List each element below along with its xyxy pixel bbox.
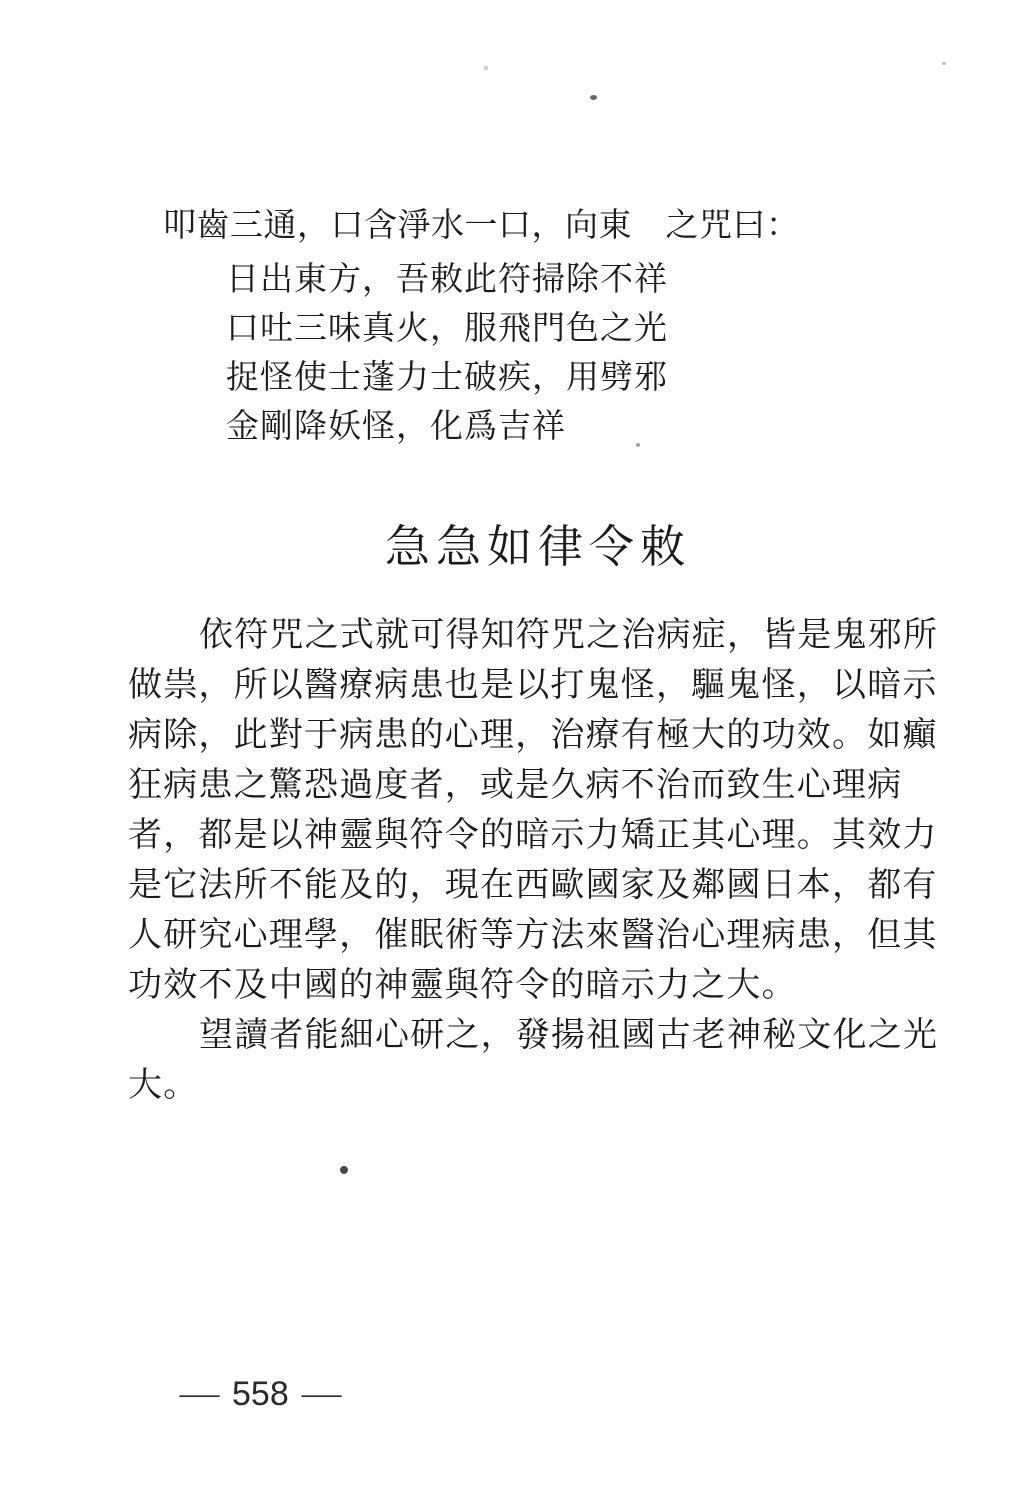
scan-speck bbox=[340, 1166, 348, 1174]
paragraph-line: 大。 bbox=[128, 1067, 199, 1104]
verse-line: 捉怪使士蓬力士破疾，用劈邪 bbox=[226, 360, 668, 396]
paragraph-line: 狂病患之驚恐過度者，或是久病不治而致生心理病 bbox=[128, 767, 903, 804]
page-number: 558 bbox=[232, 1375, 289, 1413]
paragraph-line: 功效不及中國的神靈與符令的暗示力之大。 bbox=[128, 967, 797, 1004]
paragraph-line: 者，都是以神靈與符令的暗示力矯正其心理。其效力 bbox=[128, 817, 938, 854]
section-heading: 急急如律令敕 bbox=[384, 522, 691, 572]
paragraph-line: 望讀者能細心研之，發揚祖國古老神秘文化之光 bbox=[199, 1017, 939, 1054]
scan-speck bbox=[590, 95, 597, 100]
verse-line: 金剛降妖怪，化爲吉祥 bbox=[226, 409, 566, 445]
page-footer bbox=[179, 1375, 342, 1414]
paragraph-line: 做祟，所以醫療病患也是以打鬼怪，驅鬼怪，以暗示 bbox=[128, 667, 938, 704]
paragraph-line: 是它法所不能及的，現在西歐國家及鄰國日本，都有 bbox=[128, 867, 938, 904]
scan-speck bbox=[484, 66, 488, 70]
paragraph-line: 病除，此對于病患的心理，治療有極大的功效。如癲 bbox=[128, 717, 938, 754]
scan-speck bbox=[942, 62, 946, 65]
footer-dash-right: — bbox=[301, 1376, 342, 1412]
verse-line: 日出東方，吾敕此符掃除不祥 bbox=[226, 262, 668, 298]
scan-speck bbox=[636, 443, 640, 447]
paragraph-line: 依符咒之式就可得知符咒之治病症，皆是鬼邪所 bbox=[199, 617, 939, 654]
incantation-verses bbox=[226, 256, 668, 452]
body-text bbox=[128, 611, 938, 1111]
verse-line: 口吐三味真火，服飛門色之光 bbox=[226, 311, 668, 347]
footer-dash-left: — bbox=[179, 1376, 220, 1412]
incantation-intro: 叩齒三通，口含淨水一口，向東 之咒曰： bbox=[163, 208, 800, 244]
paragraph-line: 人研究心理學，催眠術等方法來醫治心理病患，但其 bbox=[128, 917, 938, 954]
